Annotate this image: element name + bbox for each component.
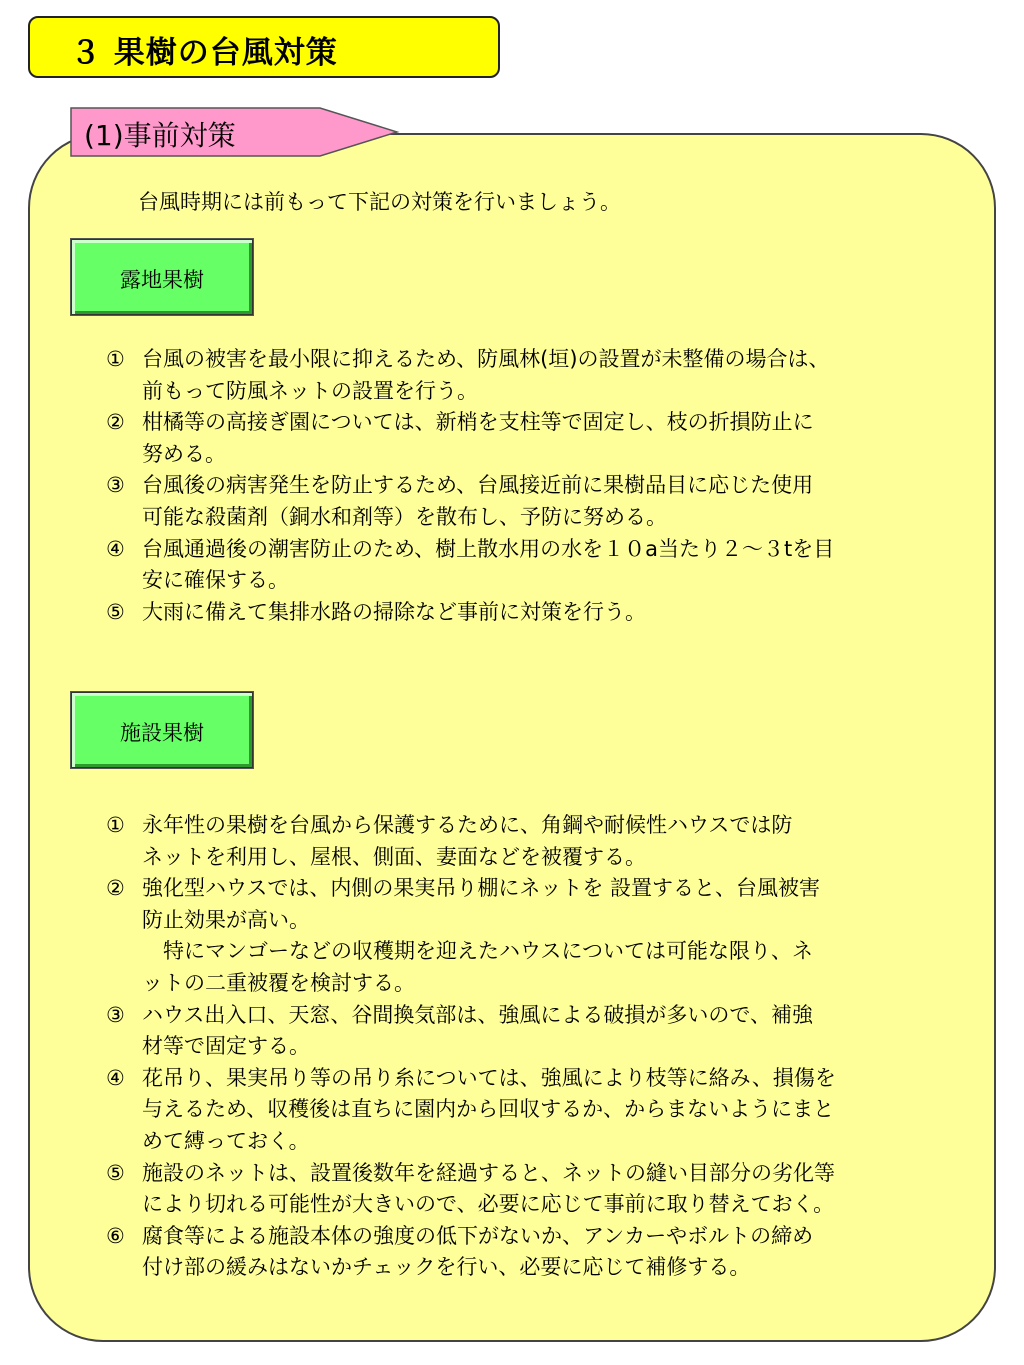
item-text (142, 407, 814, 470)
item-text-line: 台風通過後の潮害防止のため、樹上散水用の水を１０a当たり２～３tを目 (142, 536, 835, 561)
list-item (106, 534, 834, 597)
item-text (142, 534, 834, 597)
item-text-line: 柑橘等の高接ぎ園については、新梢を支柱等で固定し、枝の折損防止に (142, 410, 814, 435)
item-text (142, 1000, 813, 1063)
title-banner (28, 16, 500, 78)
list-item (106, 1221, 836, 1284)
section-tab-label: (1)事前対策 (84, 119, 236, 152)
item-text-line: 花吊り、果実吊り等の吊り糸については、強風により枝等に絡み、損傷を (142, 1065, 836, 1090)
item-text-line: 施設のネットは、設置後数年を経過すると、ネットの縫い目部分の劣化等 (142, 1160, 835, 1185)
category-greenhouse-label: 施設果樹 (120, 721, 204, 745)
item-text (142, 597, 646, 629)
item-text-line: ハウス出入口、天窓、谷間換気部は、強風による破損が多いので、補強 (142, 1002, 813, 1027)
item-text-line: 台風後の病害発生を防止するため、台風接近前に果樹品目に応じた使用 (142, 473, 814, 498)
item-number: ④ (106, 536, 125, 561)
greenhouse-measures-list (106, 810, 836, 1284)
item-text (142, 1221, 813, 1284)
item-text-line: 付け部の緩みはないかチェックを行い、必要に応じて補修する。 (142, 1255, 751, 1280)
list-item (106, 344, 834, 407)
page-title: ３ 果樹の台風対策 (70, 35, 338, 71)
item-text-line: 安に確保する。 (142, 568, 289, 593)
item-text-line: 努める。 (142, 441, 226, 466)
item-number: ① (106, 813, 125, 837)
item-text-line: 防止効果が高い。 (142, 907, 310, 932)
item-number: ③ (106, 1002, 125, 1027)
item-number: ② (106, 410, 125, 435)
list-item (106, 1000, 836, 1063)
item-text-line: めて縛っておく。 (142, 1128, 310, 1153)
item-number: ① (106, 347, 125, 371)
item-text (142, 344, 830, 407)
item-number: ④ (106, 1065, 125, 1090)
category-greenhouse (71, 692, 253, 768)
item-text-line: 大雨に備えて集排水路の掃除など事前に対策を行う。 (142, 599, 646, 624)
list-item (106, 597, 834, 629)
category-open-field-label: 露地果樹 (120, 268, 204, 292)
item-text (142, 873, 820, 999)
list-item (106, 873, 836, 999)
item-text-line: 特にマンゴーなどの収穫期を迎えたハウスについては可能な限り、ネ (142, 939, 813, 964)
category-open-field (71, 239, 253, 315)
item-text (142, 810, 792, 873)
item-text-line: 与えるため、収穫後は直ちに園内から回収するか、からまないようにまと (142, 1097, 835, 1122)
item-text (142, 1063, 836, 1158)
item-text (142, 1158, 835, 1221)
item-number: ⑥ (106, 1223, 125, 1248)
item-number: ⑤ (106, 599, 125, 624)
item-text-line: 強化型ハウスでは、内側の果実吊り棚にネットを 設置すると、台風被害 (142, 876, 821, 901)
list-item (106, 1063, 836, 1158)
item-text-line: により切れる可能性が大きいので、必要に応じて事前に取り替えておく。 (142, 1192, 835, 1217)
open-field-measures-list (106, 344, 834, 628)
item-number: ⑤ (106, 1160, 125, 1185)
list-item (106, 470, 834, 533)
item-text (142, 470, 813, 533)
item-text-line: 可能な殺菌剤（銅水和剤等）を散布し、予防に努める。 (142, 504, 667, 529)
item-text-line: 永年性の果樹を台風から保護するために、角鋼や耐候性ハウスでは防 (142, 813, 793, 837)
intro-text: 台風時期には前もって下記の対策を行いましょう。 (138, 190, 621, 214)
list-item (106, 407, 834, 470)
item-number: ② (106, 876, 125, 901)
item-text-line: 台風の被害を最小限に抑えるため、防風林(垣)の設置が未整備の場合は、 (142, 347, 830, 371)
item-text-line: ネットを利用し、屋根、側面、妻面などを被覆する。 (142, 844, 646, 869)
item-number: ③ (106, 473, 125, 498)
item-text-line: 腐食等による施設本体の強度の低下がないか、アンカーやボルトの締め (142, 1223, 814, 1248)
item-text-line: ットの二重被覆を検討する。 (142, 970, 415, 995)
item-text-line: 前もって防風ネットの設置を行う。 (142, 378, 478, 403)
list-item (106, 1158, 836, 1221)
list-item (106, 810, 836, 873)
item-text-line: 材等で固定する。 (142, 1034, 310, 1059)
